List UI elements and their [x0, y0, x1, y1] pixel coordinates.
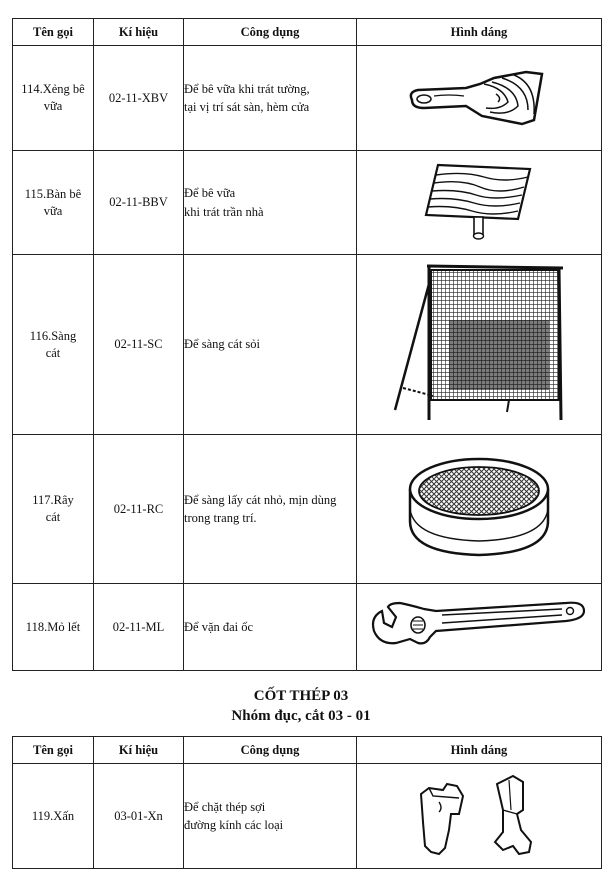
- tool-code: 02-11-RC: [94, 435, 184, 584]
- tool-use: Để sàng cát sỏi: [184, 255, 357, 435]
- tool-use: Để chặt thép sợi đường kính các loại: [184, 764, 357, 869]
- table-row: [13, 764, 602, 869]
- header-ten-goi: Tên gọi: [13, 737, 94, 764]
- header-ki-hieu: Kí hiệu: [94, 737, 184, 764]
- tool-shape: [357, 584, 602, 671]
- tool-name: 119.Xấn: [13, 764, 94, 869]
- header-cong-dung: Công dụng: [184, 19, 357, 46]
- tool-code: 02-11-BBV: [94, 151, 184, 255]
- table-row: [13, 255, 602, 435]
- tool-name: 118.Mỏ lết: [13, 584, 94, 671]
- round-sieve-icon: [404, 449, 554, 569]
- tool-use: Để bê vữa khi trát tường, tại vị trí sát sàn, hèm cửa: [184, 46, 357, 151]
- tool-use: Để vặn đai ốc: [184, 584, 357, 671]
- tool-name: 116.Sàng cát: [13, 255, 94, 435]
- header-cong-dung: Công dụng: [184, 737, 357, 764]
- tool-code: 02-11-SC: [94, 255, 184, 435]
- section-subtitle: Nhóm đục, cắt 03 - 01: [231, 708, 371, 724]
- tool-name: 114.Xẻng bê vữa: [13, 46, 94, 151]
- tool-shape: [357, 764, 602, 869]
- tool-code: 03-01-Xn: [94, 764, 184, 869]
- tools-table-1: [12, 18, 602, 671]
- table-header-row: [13, 19, 602, 46]
- tool-code: 02-11-XBV: [94, 46, 184, 151]
- tool-name: 117.Rây cát: [13, 435, 94, 584]
- table-row: [13, 151, 602, 255]
- sand-screen-icon: [389, 260, 569, 430]
- tool-code: 02-11-ML: [94, 584, 184, 671]
- table-row: [13, 46, 602, 151]
- tool-use: Để sàng lấy cát nhỏ, mịn dùng trong trang trí.: [184, 435, 357, 584]
- mortar-board-icon: [414, 159, 544, 247]
- tool-shape: [357, 435, 602, 584]
- steel-cutter-icon: [399, 770, 559, 862]
- adjustable-wrench-icon: [366, 597, 592, 657]
- section-title: CỐT THÉP 03: [253, 688, 349, 704]
- tools-table-2: [12, 736, 602, 869]
- trowel-shovel-icon: [404, 58, 554, 138]
- table-header-row: [13, 737, 602, 764]
- table-row: [13, 435, 602, 584]
- tool-shape: [357, 46, 602, 151]
- header-hinh-dang: Hình dáng: [357, 737, 602, 764]
- header-hinh-dang: Hình dáng: [357, 19, 602, 46]
- header-ki-hieu: Kí hiệu: [94, 19, 184, 46]
- tool-name: 115.Bàn bê vữa: [13, 151, 94, 255]
- tool-use: Để bê vữa khi trát trần nhà: [184, 151, 357, 255]
- tool-shape: [357, 255, 602, 435]
- table-row: [13, 584, 602, 671]
- tool-shape: [357, 151, 602, 255]
- header-ten-goi: Tên gọi: [13, 19, 94, 46]
